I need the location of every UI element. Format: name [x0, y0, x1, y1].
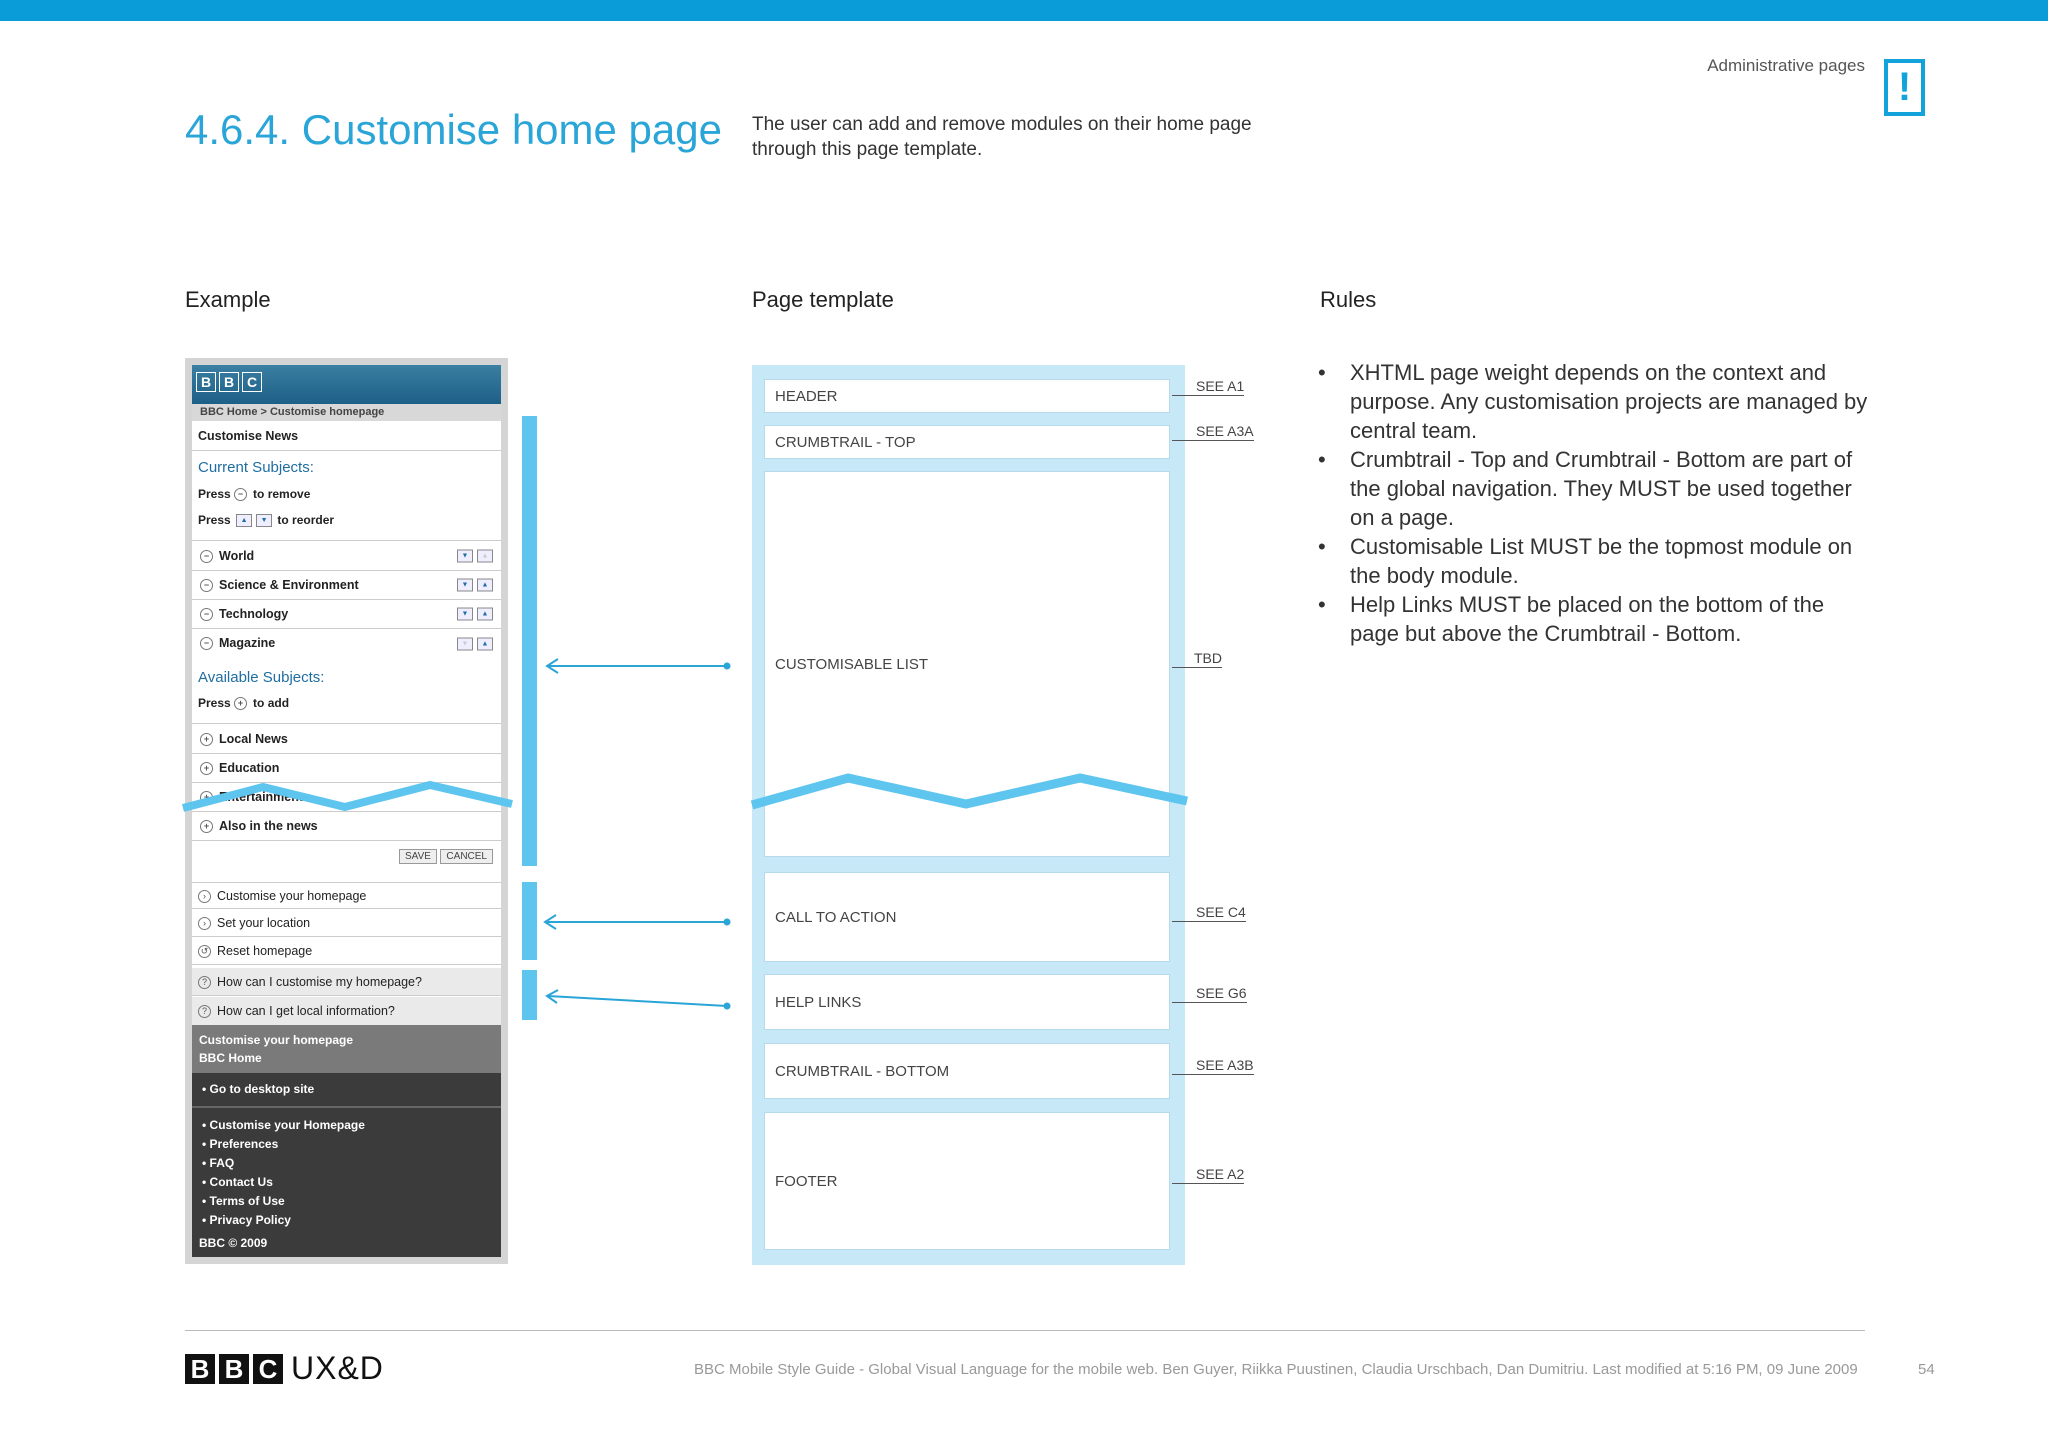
add-icon[interactable]: +: [200, 762, 213, 775]
template-module-header: HEADER: [764, 379, 1170, 413]
remove-icon[interactable]: −: [200, 637, 213, 650]
chevron-right-icon: ›: [198, 917, 211, 930]
bbc-uxd-logo: B B C UX&D: [185, 1350, 384, 1387]
ref-help-links: SEE G6: [1196, 985, 1247, 1001]
footer-link[interactable]: • Privacy Policy: [202, 1213, 291, 1227]
footer-link[interactable]: • Preferences: [202, 1137, 279, 1151]
action-link[interactable]: › Set your location: [192, 910, 501, 937]
alert-icon: !: [1884, 59, 1925, 116]
break-line-template: [752, 778, 1187, 805]
arrow-line: [548, 996, 727, 1006]
footer-link[interactable]: • Customise your Homepage: [202, 1118, 365, 1132]
rule-item: • Customisable List MUST be the topmost module on the body module.: [1318, 532, 1878, 590]
available-row[interactable]: + Also in the news: [192, 812, 501, 841]
template-module-footer: FOOTER: [764, 1112, 1170, 1250]
down-arrow-icon: ▼: [256, 514, 272, 527]
page-title: 4.6.4. Customise home page: [185, 106, 722, 153]
subject-row[interactable]: − World ▼ ▲: [192, 542, 501, 571]
minus-icon: −: [234, 488, 247, 501]
intro-text: The user can add and remove modules on their home page through this page template.: [752, 114, 1252, 160]
copyright: BBC © 2009: [199, 1236, 268, 1250]
remove-hint: Press − to remove: [198, 487, 311, 501]
available-row[interactable]: + Entertainment: [192, 783, 501, 812]
add-icon[interactable]: +: [200, 733, 213, 746]
ref-header: SEE A1: [1196, 378, 1245, 394]
up-arrow-icon: ▲: [236, 514, 252, 527]
rules-heading: Rules: [1320, 287, 1377, 312]
crumb-bottom-link[interactable]: Customise your homepage: [199, 1033, 354, 1047]
bbc-logo-mini: B B C: [196, 372, 262, 392]
subject-row[interactable]: − Technology ▼ ▲: [192, 600, 501, 629]
current-subjects-heading: Current Subjects:: [198, 459, 314, 476]
help-icon: ?: [198, 976, 211, 989]
footer-link[interactable]: • Terms of Use: [202, 1194, 285, 1208]
example-crumbtrail: BBC Home > Customise homepage: [192, 404, 501, 421]
example-heading: Example: [185, 287, 271, 312]
template-module-help-links: HELP LINKS: [764, 974, 1170, 1030]
move-up-button[interactable]: ▲: [477, 579, 493, 592]
remove-icon[interactable]: −: [200, 550, 213, 563]
template-module-crumbtrail-top: CRUMBTRAIL - TOP: [764, 425, 1170, 459]
break-line-example: [183, 785, 512, 808]
move-down-button[interactable]: ▼: [457, 608, 473, 621]
template-module-crumbtrail-bottom: CRUMBTRAIL - BOTTOM: [764, 1043, 1170, 1099]
plus-icon: +: [234, 697, 247, 710]
footer-credits: BBC Mobile Style Guide - Global Visual Language for the mobile web. Ben Guyer, Riikka Puustinen, Claudia Urschbach, Dan Dumitriu. Last modified at 5:16 PM, 09 June 2009: [694, 1361, 1858, 1378]
remove-icon[interactable]: −: [200, 608, 213, 621]
move-down-button[interactable]: ▼: [457, 579, 473, 592]
help-icon: ?: [198, 1005, 211, 1018]
arrow-dot: [724, 663, 731, 670]
chevron-right-icon: ›: [198, 890, 211, 903]
desktop-site-link[interactable]: • Go to desktop site: [192, 1073, 501, 1108]
subject-row[interactable]: − Magazine ▼ ▲: [192, 629, 501, 658]
template-heading: Page template: [752, 287, 894, 312]
save-button[interactable]: SAVE: [399, 849, 437, 864]
add-hint: Press + to add: [192, 696, 501, 724]
available-subjects-heading: Available Subjects:: [198, 669, 325, 686]
bracket-help-links: [522, 970, 537, 1020]
rules-list: [1318, 358, 1878, 648]
rule-item: • Crumbtrail - Top and Crumbtrail - Bottom are part of the global navigation. They MUST be used together on a page.: [1318, 445, 1878, 532]
add-icon[interactable]: +: [200, 820, 213, 833]
section-label: Administrative pages: [1707, 56, 1865, 75]
subject-row[interactable]: − Science & Environment ▼ ▲: [192, 571, 501, 600]
help-link[interactable]: ? How can I customise my homepage?: [192, 968, 501, 996]
ref-call-to-action: SEE C4: [1196, 904, 1246, 920]
template-module-customisable-list: CUSTOMISABLE LIST: [764, 471, 1170, 857]
cancel-button[interactable]: CANCEL: [440, 849, 493, 864]
ref-crumbtrail-bottom: SEE A3B: [1196, 1057, 1254, 1073]
action-link[interactable]: ↺ Reset homepage: [192, 938, 501, 965]
page-number: 54: [1918, 1361, 1935, 1378]
action-link[interactable]: › Customise your homepage: [192, 882, 501, 909]
move-up-button[interactable]: ▲: [477, 550, 493, 563]
remove-icon[interactable]: −: [200, 579, 213, 592]
move-up-button[interactable]: ▲: [477, 637, 493, 650]
add-icon[interactable]: +: [200, 791, 213, 804]
footer-link[interactable]: • Contact Us: [202, 1175, 273, 1189]
bracket-list: [522, 416, 537, 866]
reset-icon: ↺: [198, 945, 211, 958]
template-module-call-to-action: CALL TO ACTION: [764, 872, 1170, 962]
crumb-bottom-link[interactable]: BBC Home: [199, 1051, 262, 1065]
available-row[interactable]: + Education: [192, 754, 501, 783]
footer-link[interactable]: • FAQ: [202, 1156, 235, 1170]
arrow-dot: [724, 1003, 731, 1010]
move-up-button[interactable]: ▲: [477, 608, 493, 621]
rule-item: • XHTML page weight depends on the context and purpose. Any customisation projects are managed by central team.: [1318, 358, 1878, 445]
arrow-dot: [724, 919, 731, 926]
move-down-button[interactable]: ▼: [457, 550, 473, 563]
ref-customisable-list: TBD: [1194, 650, 1222, 666]
available-row[interactable]: + Local News: [192, 725, 501, 754]
move-down-button[interactable]: ▼: [457, 637, 473, 650]
reorder-hint: Press ▲ ▼ to reorder: [192, 513, 501, 541]
customise-news-heading: Customise News: [192, 421, 501, 451]
help-link[interactable]: ? How can I get local information?: [192, 997, 501, 1025]
rule-item: • Help Links MUST be placed on the bottom of the page but above the Crumbtrail - Bottom.: [1318, 590, 1878, 648]
footer-divider: [185, 1330, 1865, 1331]
ref-footer: SEE A2: [1196, 1166, 1245, 1182]
bracket-call-to-action: [522, 882, 537, 960]
ref-crumbtrail-top: SEE A3A: [1196, 423, 1254, 439]
